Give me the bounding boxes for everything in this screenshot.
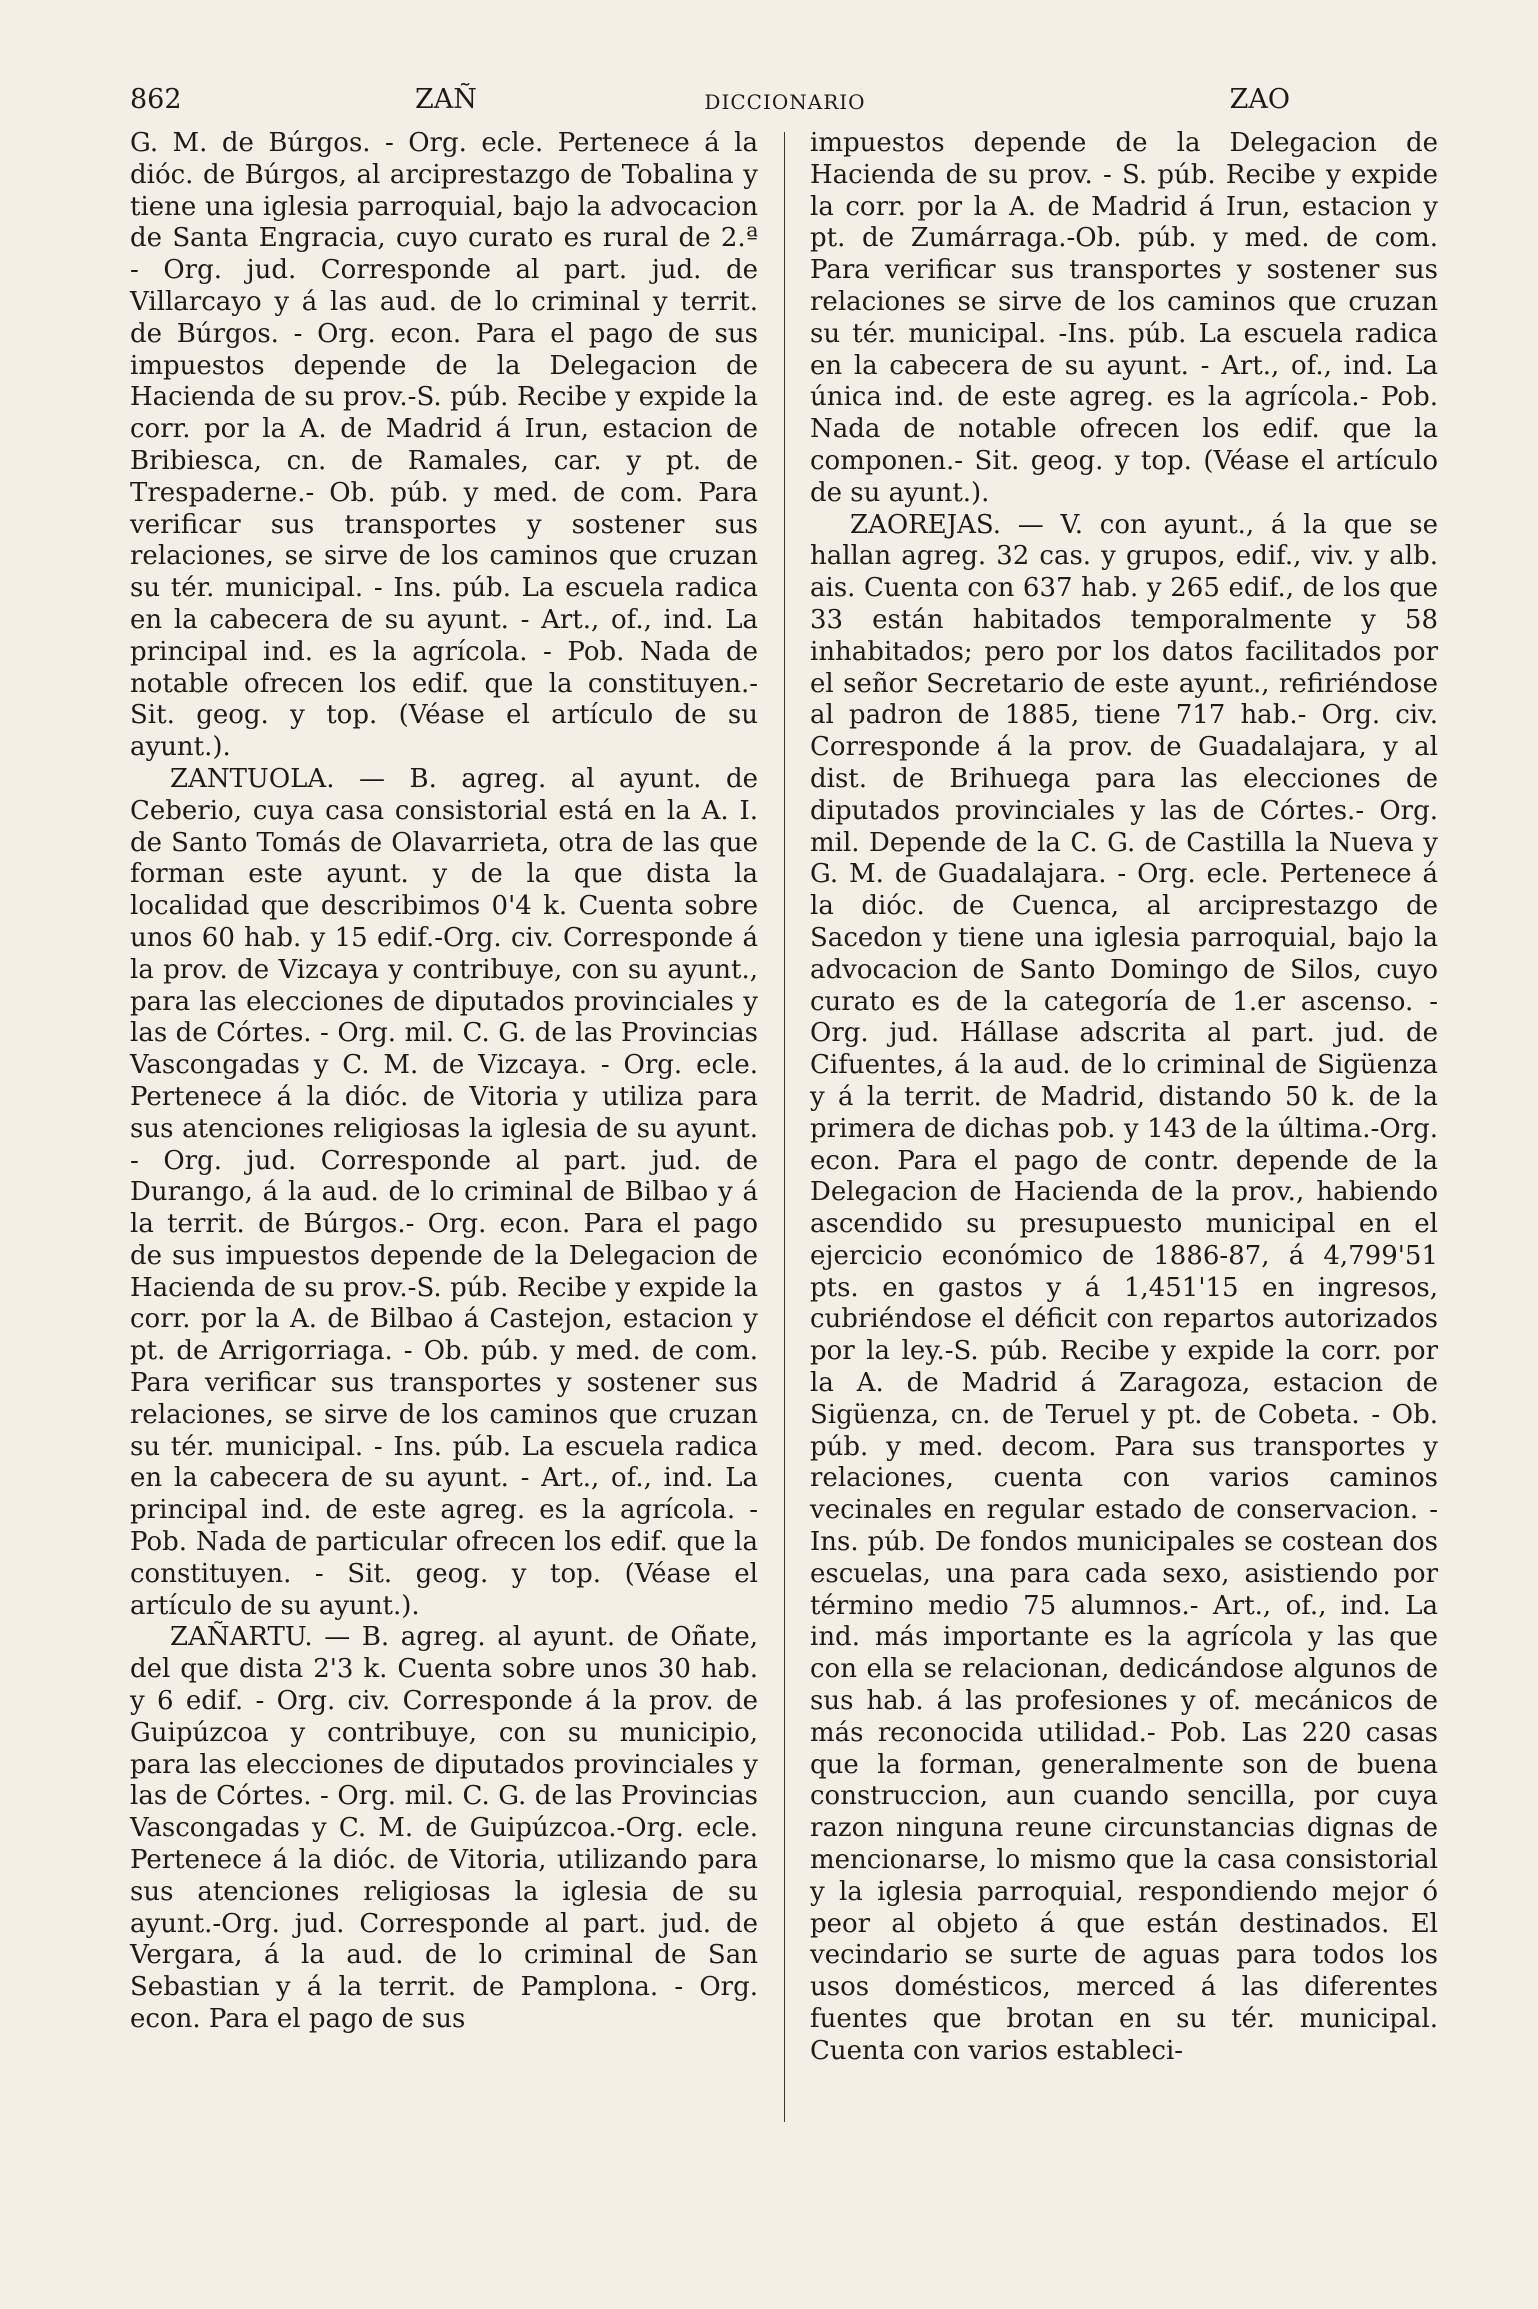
header-title: DICCIONARIO bbox=[704, 90, 866, 114]
entry-continuation-right: impuestos depende de la Delegacion de Hacienda de su prov. - S. púb. Recibe y expide la corr. por la A. de Madrid á Irun, estacion y pt. de Zumárraga.-Ob. púb. y med. de com. Para verificar sus transportes y sostener sus relaciones se sirve de los caminos que cruzan su tér. municipal. -Ins. púb. La escuela radica en la cabecera de su ayunt. - Art., of., ind. La única ind. de este agreg. es la agrícola.- Pob. Nada de notable ofrecen los edif. que la componen.- Sit. geog. y top. (Véase el artículo de su ayunt.). bbox=[810, 128, 1438, 508]
page-header bbox=[130, 84, 1440, 124]
entry-zaorejas: ZAOREJAS. — V. con ayunt., á la que se hallan agreg. 32 cas. y grupos, edif., viv. y alb. ais. Cuenta con 637 hab. y 265 edif., de los que 33 están habitados temporalmente y 58 inhabitados; pero por los datos facilitados por el señor Secretario de este ayunt., refiriéndose al padron de 1885, tiene 717 hab.- Org. civ. Corresponde á la prov. de Guadalajara, y al dist. de Brihuega para las elecciones de diputados provinciales y las de Córtes.- Org. mil. Depende de la C. G. de Castilla la Nueva y G. M. de Guadalajara. - Org. ecle. Pertenece á la dióc. de Cuenca, al arciprestazgo de Sacedon y tiene una iglesia parroquial, bajo la advocacion de Santo Domingo de Silos, cuyo curato es de la categoría de 1.er ascenso. - Org. jud. Hállase adscrita al part. jud. de Cifuentes, á la aud. de lo criminal de Sigüenza y á la territ. de Madrid, distando 50 k. de la primera de dichas pob. y 143 de la última.-Org. econ. Para el pago de contr. depende de la Delegacion de Hacienda de la prov., habiendo ascendido su presupuesto municipal en el ejercicio económico de 1886-87, á 4,799'51 pts. en gastos y á 1,451'15 en ingresos, cubriéndose el déficit con repartos autorizados por la ley.-S. púb. Recibe y expide la corr. por la A. de Madrid á Zaragoza, estacion de Sigüenza, cn. de Teruel y pt. de Cobeta. - Ob. púb. y med. decom. Para sus transportes y relaciones, cuenta con varios caminos vecinales en regular estado de conservacion. - Ins. púb. De fondos municipales se costean dos escuelas, una para cada sexo, asistiendo por término medio 75 alumnos.- Art., of., ind. La ind. más importante es la agrícola y las que con ella se relacionan, dedicándose algunos de sus hab. á las profesiones y of. mecánicos de más reconocida utilidad.- Pob. Las 220 casas que la forman, generalmente son de buena construccion, aun cuando sencilla, por cuya razon ninguna reune circunstancias dignas de mencionarse, lo mismo que la casa consistorial y la iglesia parroquial, respondiendo mejor ó peor al objeto á que están destinados. El vecindario se surte de aguas para todos los usos domésticos, merced á las diferentes fuentes que brotan en su tér. municipal. Cuenta con varios estableci- bbox=[810, 509, 1438, 2066]
header-left-word: ZAÑ bbox=[415, 84, 477, 115]
entry-zanartu: ZAÑARTU. — B. agreg. al ayunt. de Oñate, del que dista 2'3 k. Cuenta sobre unos 30 hab. y 6 edif. - Org. civ. Corresponde á la prov. de Guipúzcoa y contribuye, con su municipio, para las elecciones de diputados provinciales y las de Córtes. - Org. mil. C. G. de las Provincias Vascongadas y C. M. de Guipúzcoa.-Org. ecle. Pertenece á la dióc. de Vitoria, utilizando para sus atenciones religiosas la iglesia de su ayunt.-Org. jud. Corresponde al part. jud. de Vergara, á la aud. de lo criminal de San Sebastian y á la territ. de Pamplona. - Org. econ. Para el pago de sus bbox=[130, 1622, 758, 2035]
header-right-word: ZAO bbox=[1229, 84, 1290, 115]
right-column bbox=[810, 128, 1438, 2068]
left-column bbox=[130, 128, 758, 2036]
entry-continuation: G. M. de Búrgos. - Org. ecle. Pertenece á la dióc. de Búrgos, al arciprestazgo de Tobalina y tiene una iglesia parroquial, bajo la advocacion de Santa Engracia, cuyo curato es rural de 2.ª - Org. jud. Corresponde al part. jud. de Villarcayo y á las aud. de lo criminal y territ. de Búrgos. - Org. econ. Para el pago de sus impuestos depende de la Delegacion de Hacienda de su prov.-S. púb. Recibe y expide la corr. por la A. de Madrid á Irun, estacion de Bribiesca, cn. de Ramales, car. y pt. de Trespaderne.- Ob. púb. y med. de com. Para verificar sus transportes y sostener sus relaciones, se sirve de los caminos que cruzan su tér. municipal. - Ins. púb. La escuela radica en la cabecera de su ayunt. - Art., of., ind. La principal ind. es la agrícola. - Pob. Nada de notable ofrecen los edif. que la constituyen.-Sit. geog. y top. (Véase el artículo de su ayunt.). bbox=[130, 128, 758, 763]
entry-zantuola: ZANTUOLA. — B. agreg. al ayunt. de Ceberio, cuya casa consistorial está en la A. I. de Santo Tomás de Olavarrieta, otra de las que forman este ayunt. y de la que dista la localidad que describimos 0'4 k. Cuenta sobre unos 60 hab. y 15 edif.-Org. civ. Corresponde á la prov. de Vizcaya y contribuye, con su ayunt., para las elecciones de diputados provinciales y las de Córtes. - Org. mil. C. G. de las Provincias Vascongadas y C. M. de Vizcaya. - Org. ecle. Pertenece á la dióc. de Vitoria y utiliza para sus atenciones religiosas la iglesia de su ayunt. - Org. jud. Corresponde al part. jud. de Durango, á la aud. de lo criminal de Bilbao y á la territ. de Búrgos.- Org. econ. Para el pago de sus impuestos depende de la Delegacion de Hacienda de su prov.-S. púb. Recibe y expide la corr. por la A. de Bilbao á Castejon, estacion y pt. de Arrigorriaga. - Ob. púb. y med. de com. Para verificar sus transportes y sostener sus relaciones, se sirve de los caminos que cruzan su tér. municipal. - Ins. púb. La escuela radica en la cabecera de su ayunt. - Art., of., ind. La principal ind. de este agreg. es la agrícola. - Pob. Nada de particular ofrecen los edif. que la constituyen. - Sit. geog. y top. (Véase el artículo de su ayunt.). bbox=[130, 763, 758, 1621]
page-number: 862 bbox=[130, 84, 182, 115]
column-divider bbox=[784, 132, 785, 2122]
